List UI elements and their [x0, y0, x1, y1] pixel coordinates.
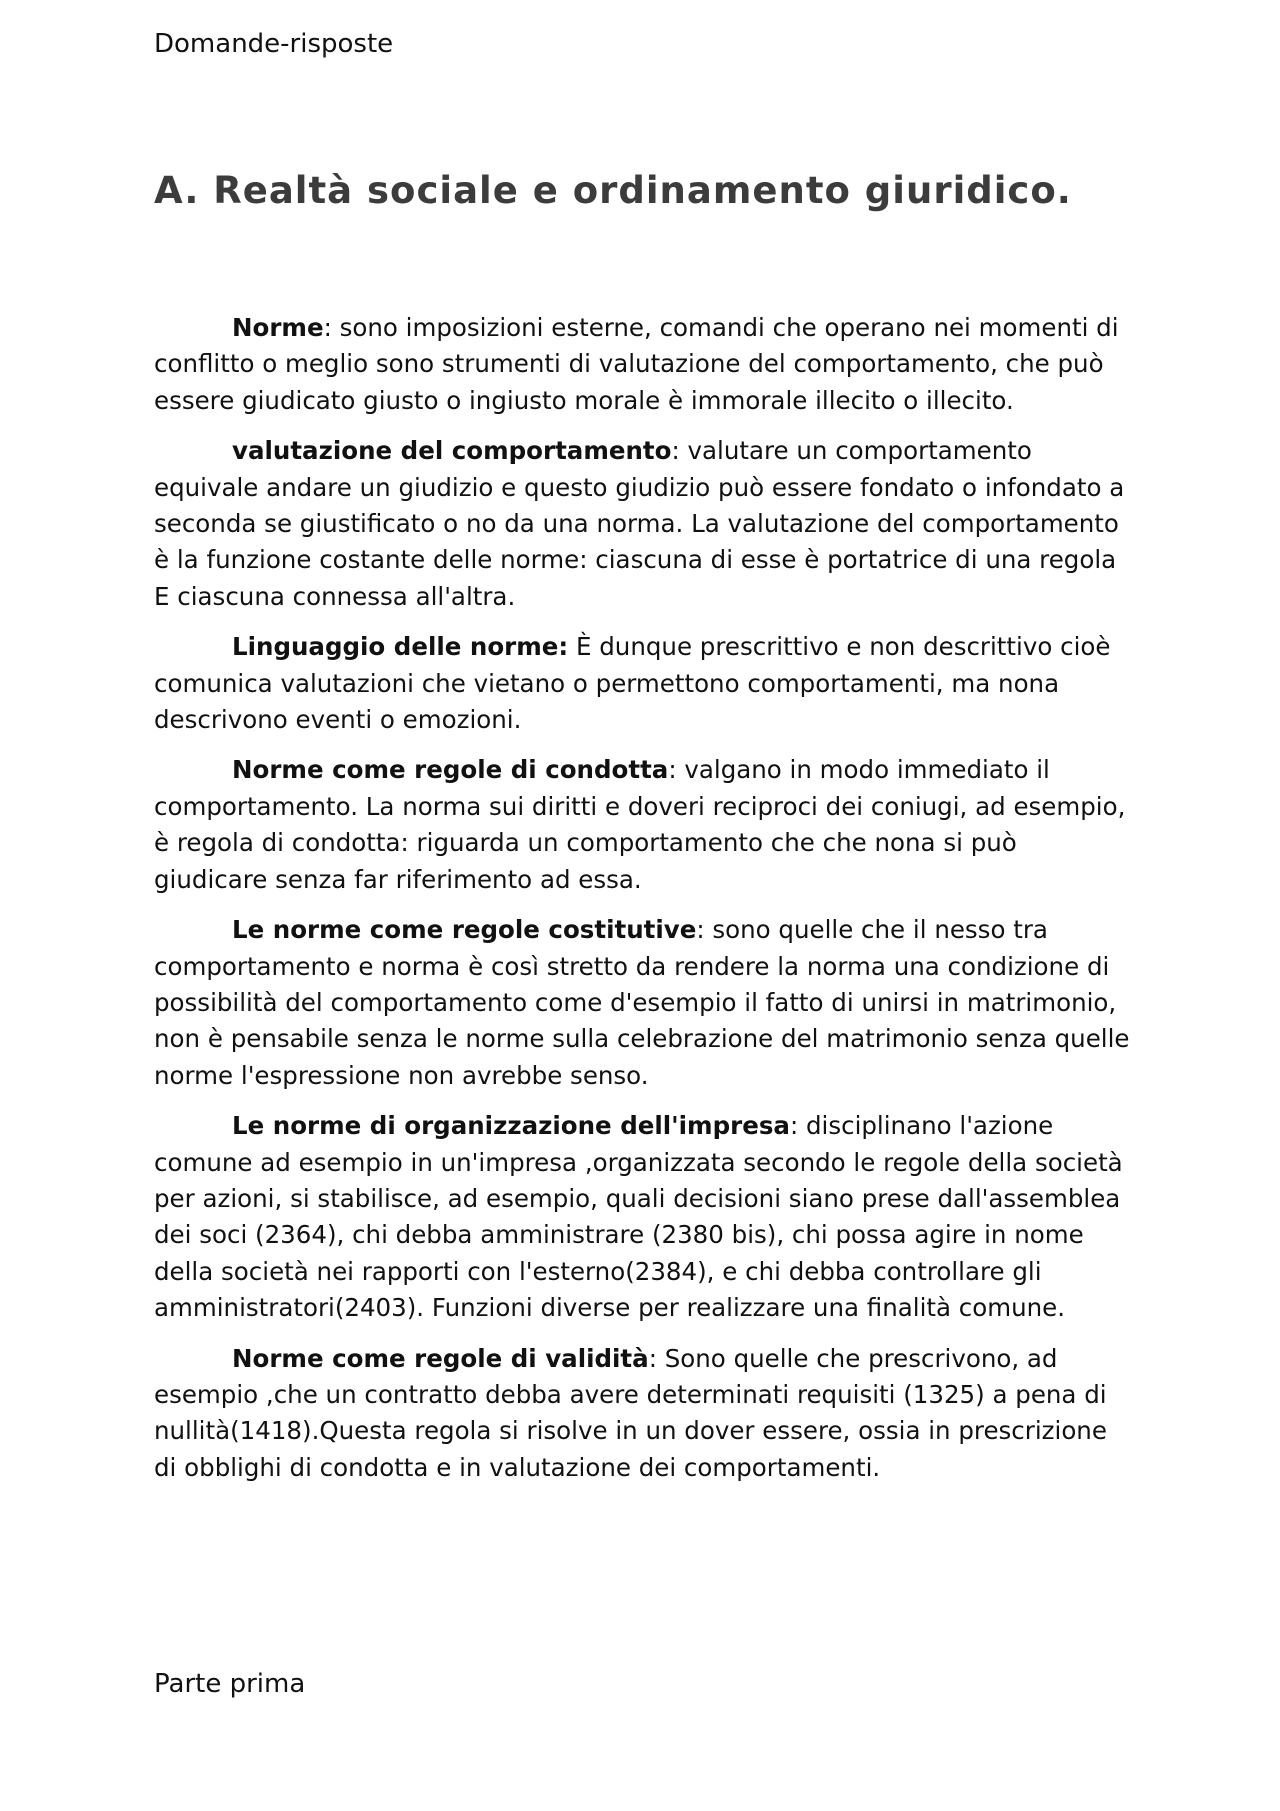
paragraph-text: : disciplinano l'azione comune ad esempio in un'impresa ,organizzata secondo le regole della società per azioni, si stabilisce, ad esempio, quali decisioni siano prese dall'assemblea dei soci (2364), chi debba amministrare (2380 bis), chi possa agire in nome della società nei rapporti con l'esterno(2384), e chi debba controllare gli amministratori(2403). Funzioni diverse per realizzare una finalità comune. — [154, 1111, 1123, 1323]
document-body — [154, 310, 1134, 1500]
paragraph-organizzazione-impresa — [154, 1108, 1134, 1326]
paragraph-text: : valgano in modo immediato il comportamento. La norma sui diritti e doveri reciproci dei coniugi, ad esempio, è regola di condotta: riguarda un comportamento che che nona si può giudicare senza far riferimento ad essa. — [154, 755, 1126, 894]
paragraph-term: Norme — [232, 313, 324, 342]
paragraph-text: : Sono quelle che prescrivono, ad esempio ,che un contratto debba avere determinati requisiti (1325) a pena di nullità(1418).Questa regola si risolve in un dover essere, ossia in prescrizione di obblighi di condotta e in valutazione dei comportamenti. — [154, 1343, 1107, 1482]
paragraph-term: Le norme come regole costitutive — [232, 915, 697, 945]
paragraph-term: Le norme di organizzazione dell'impresa — [232, 1111, 790, 1141]
paragraph-text: È dunque prescrittivo e non descrittivo cioè comunica valutazioni che vietano o permettono comportamenti, ma nona descrivono eventi o emozioni. — [154, 632, 1111, 735]
section-title: A. Realtà sociale e ordinamento giuridico. — [154, 169, 1072, 212]
paragraph-term: valutazione del comportamento — [232, 436, 672, 466]
paragraph-term: Norme come regole di validità — [232, 1343, 649, 1373]
paragraph-regole-validita — [154, 1341, 1134, 1487]
paragraph-regole-costitutive — [154, 912, 1134, 1094]
paragraph-linguaggio — [154, 629, 1134, 738]
page-footer: Parte prima — [154, 1669, 306, 1699]
paragraph-regole-condotta — [154, 752, 1134, 898]
page-header: Domande-risposte — [154, 29, 394, 59]
paragraph-text: : sono imposizioni esterne, comandi che operano nei momenti di conflitto o meglio sono strumenti di valutazione del comportamento, che può essere giudicato giusto o ingiusto morale è immorale illecito o illecito. — [154, 313, 1119, 415]
paragraph-term: Linguaggio delle norme: — [232, 632, 569, 662]
paragraph-norme — [154, 310, 1134, 419]
paragraph-term: Norme come regole di condotta — [232, 755, 669, 785]
paragraph-text: : sono quelle che il nesso tra comportamento e norma è così stretto da rendere la norma una condizione di possibilità del comportamento come d'esempio il fatto di unirsi in matrimonio, non è pensabile senza le norme sulla celebrazione del matrimonio senza quelle norme l'espressione non avrebbe senso. — [154, 915, 1130, 1090]
paragraph-text: : valutare un comportamento equivale andare un giudizio e questo giudizio può essere fondato o infondato a seconda se giustificato o no da una norma. La valutazione del comportamento è la funzione costante delle norme: ciascuna di esse è portatrice di una regola E ciascuna connessa all'altra. — [154, 436, 1125, 611]
paragraph-valutazione — [154, 433, 1134, 615]
